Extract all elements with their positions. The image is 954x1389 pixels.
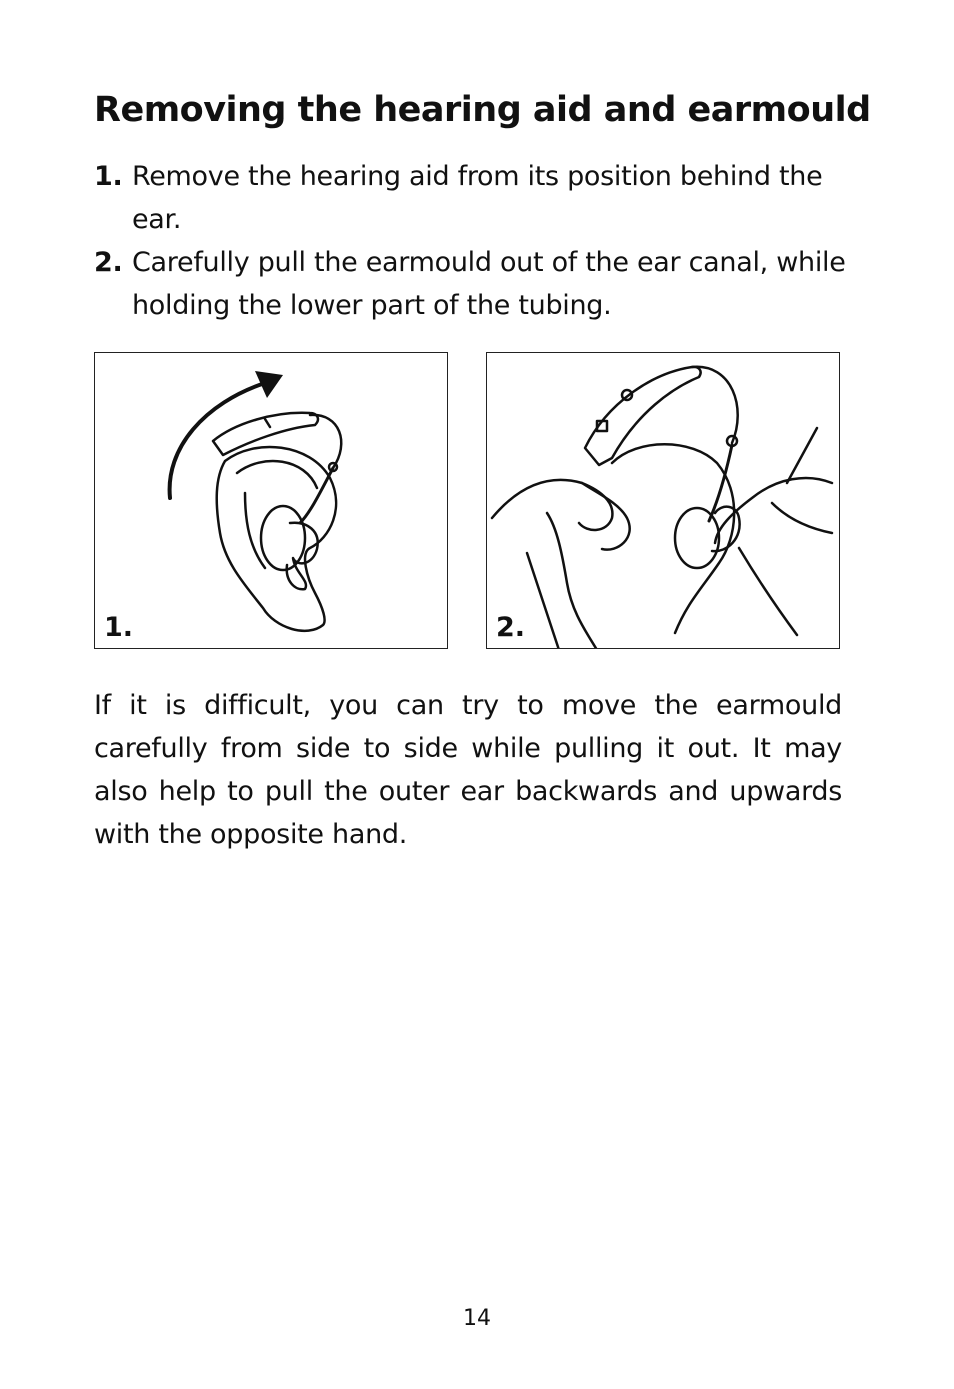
hands-earmould-illustration-icon xyxy=(487,353,840,649)
step-text: Remove the hearing aid from its position behind the ear. xyxy=(132,161,823,235)
step-item xyxy=(94,241,854,327)
body-paragraph: If it is difficult, you can try to move the earmould carefully from side to side while pulling it out. It may also help to pull the outer ear backwards and upwards with the opposite hand. xyxy=(94,690,842,850)
page-number: 14 xyxy=(463,1306,491,1331)
step-list xyxy=(94,155,854,327)
ear-removal-illustration-icon xyxy=(95,353,448,649)
step-number: 2. xyxy=(94,247,123,278)
figure-panel-1 xyxy=(94,352,448,649)
page-heading: Removing the hearing aid and earmould xyxy=(94,90,871,130)
figure-label: 2. xyxy=(496,612,526,643)
step-text: Carefully pull the earmould out of the ear canal, while holding the lower part of the tubing. xyxy=(132,247,846,321)
figure-panel-2 xyxy=(486,352,840,649)
step-number: 1. xyxy=(94,161,123,192)
figure-label: 1. xyxy=(104,612,134,643)
step-item xyxy=(94,155,854,241)
